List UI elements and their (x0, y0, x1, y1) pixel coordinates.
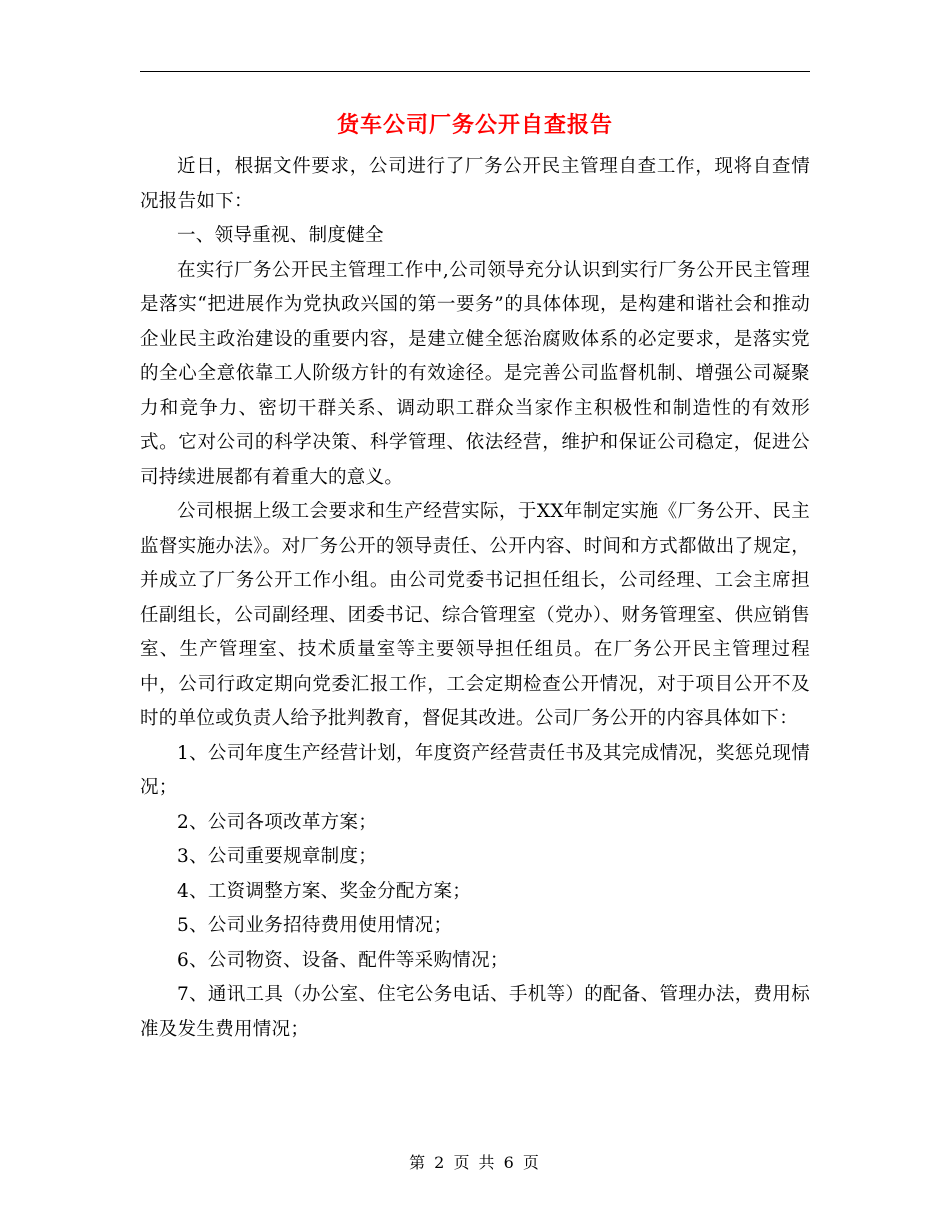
body-paragraph: 公司根据上级工会要求和生产经营实际，于XX年制定实施《厂务公开、民主监督实施办法》。对厂务公开的领导责任、公开内容、时间和方式都做出了规定，并成立了厂务公开工作小组。由公司党委书记担任组长，公司经理、工会主席担任副组长，公司副经理、团委书记、综合管理室（党办）、财务管理室、供应销售室、生产管理室、技术质量室等主要领导担任组员。在厂务公开民主管理过程中，公司行政定期向党委汇报工作，工会定期检查公开情况，对于项目公开不及时的单位或负责人给予批判教育，督促其改进。公司厂务公开的内容具体如下： (140, 501, 810, 729)
list-item: 2、公司各项改革方案； (177, 811, 378, 833)
document-title: 货车公司厂务公开自查报告 (336, 112, 613, 138)
list-item: 4、工资调整方案、奖金分配方案； (177, 880, 472, 902)
list-item: 7、通讯工具（办公室、住宅公务电话、手机等）的配备、管理办法，费用标准及发生费用情况； (140, 984, 810, 1040)
header-rule (140, 71, 810, 72)
body-paragraph: 在实行厂务公开民主管理工作中,公司领导充分认识到实行厂务公开民主管理是落实“把进展作为党执政兴国的第一要务”的具体体现，是构建和谐社会和推动企业民主政治建设的重要内容，是建立健全惩治腐败体系的必定要求，是落实党的全心全意依靠工人阶级方针的有效途径。是完善公司监督机制、增强公司凝聚力和竞争力、密切干群关系、调动职工群众当家作主积极性和制造性的有效形式。它对公司的科学决策、科学管理、依法经营，维护和保证公司稳定，促进公司持续进展都有着重大的意义。 (140, 259, 810, 488)
list-item: 3、公司重要规章制度； (177, 846, 378, 867)
section-heading: 一、领导重视、制度健全 (177, 225, 384, 246)
intro-paragraph: 近日，根据文件要求，公司进行了厂务公开民主管理自查工作，现将自查情况报告如下： (140, 156, 810, 212)
document-body (140, 150, 810, 1047)
page-number-footer: 第 2 页 共 6 页 (409, 1153, 541, 1172)
list-item: 5、公司业务招待费用使用情况； (177, 915, 453, 936)
list-item: 1、公司年度生产经营计划，年度资产经营责任书及其完成情况，奖惩兑现情况； (140, 742, 810, 798)
list-item: 6、公司物资、设备、配件等采购情况； (177, 949, 509, 971)
